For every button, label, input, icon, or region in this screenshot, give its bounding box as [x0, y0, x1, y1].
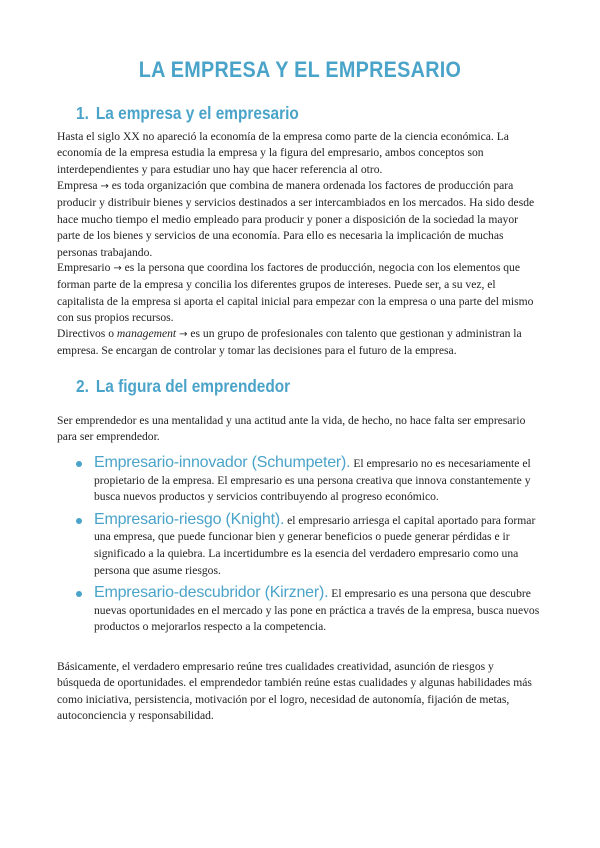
section-1-intro: Hasta el siglo XX no apareció la economía de la empresa como parte de la ciencia económica. La economía de la empresa estudia la empresa y la figura del empresario, ambos conceptos son interdependientes y para estudiar uno hay que hacer referencia al otro.	[57, 130, 509, 176]
section-2-intro: Ser emprendedor es una mentalidad y una actitud ante la vida, de hecho, no hace falta ser empresario para ser emprendedor.	[57, 414, 526, 444]
empresario-definition	[57, 260, 540, 327]
bullet-text: El empresario es una persona que descubre nuevas oportunidades en el mercado y las pone en práctica a través de la empresa, busca nuevos productos o mejorarlos respecto a la competencia.	[94, 587, 540, 634]
bullet-text: el empresario arriesga el capital aportado para formar una empresa, que puede funcionar bien y generar beneficios o puede generar pérdidas e ir significado a la quiebra. La incertidumbre es la esencia del verdadero empresario como una persona que asume riesgos.	[94, 513, 536, 577]
list-item	[57, 455, 547, 506]
management-term: management	[116, 327, 177, 340]
directivos-def-text: es un grupo de profesionales con talento que gestionan y administran la empresa. Se encargan de controlar y tomar las decisiones para el futuro de la empresa.	[57, 327, 522, 358]
bullet-title: Empresario-innovador (Schumpeter).	[94, 454, 351, 471]
section-2-heading	[76, 376, 290, 397]
section-1-title: La empresa y el empresario	[95, 103, 299, 123]
arrow-icon: →	[179, 329, 188, 340]
empresa-def-text: es toda organización que combina de manera ordenada los factores de producción para producir y distribuir bienes y servicios destinados a ser intercambiados en los mercados. Ha sido desde hace mucho tiempo el medio empleado para producir y poner a disposición de la sociedad la mayor parte de los bienes y servicios de una economía. Para ello es necesaria la implicación de muchas personas trabajando.	[57, 179, 535, 259]
arrow-icon: →	[100, 181, 109, 192]
empresa-definition	[57, 178, 540, 261]
document-title: LA EMPRESA Y EL EMPRESARIO	[138, 57, 462, 82]
empresario-def-text: es la persona que coordina los factores de producción, negocia con los elementos que forman parte de la empresa y concilia los diferentes grupos de intereses. Puede ser, a su vez, el capitalista de la empresa si aporta el capital inicial para empezar con la empresa o una parte del mismo con sus propios recursos.	[57, 261, 534, 325]
directivos-definition	[57, 326, 540, 360]
section-2-conclusion: Básicamente, el verdadero empresario reúne tres cualidades creatividad, asunción de riesgos y búsqueda de oportunidades. el emprendedor también reúne estas cualidades y algunas habilidades más como iniciativa, persistencia, motivación por el logro, necesidad de autonomía, fijación de metas, autoconciencia y responsabilidad.	[57, 660, 532, 723]
directivos-term: Directivos o	[57, 327, 114, 340]
section-1-heading	[76, 103, 299, 124]
bullet-dot-icon	[76, 461, 82, 467]
bullet-text: El empresario no es necesariamente el propietario de la empresa. El empresario es una persona creativa que innova constantemente y busca nuevos productos y servicios contribuyendo al progreso económico.	[94, 457, 531, 504]
arrow-icon: →	[113, 263, 122, 274]
entrepreneur-types-list	[57, 455, 547, 642]
bullet-dot-icon	[76, 518, 82, 524]
section-1-number: 1.	[76, 103, 89, 123]
empresa-term: Empresa	[57, 179, 98, 192]
section-2-number: 2.	[76, 376, 89, 396]
list-item	[57, 585, 547, 636]
section-2-title: La figura del emprendedor	[95, 376, 291, 396]
empresario-term: Empresario	[57, 261, 111, 274]
list-item	[57, 512, 547, 579]
bullet-title: Empresario-descubridor (Kirzner).	[94, 584, 329, 602]
bullet-title: Empresario-riesgo (Knight).	[94, 510, 285, 528]
bullet-dot-icon	[76, 591, 82, 597]
